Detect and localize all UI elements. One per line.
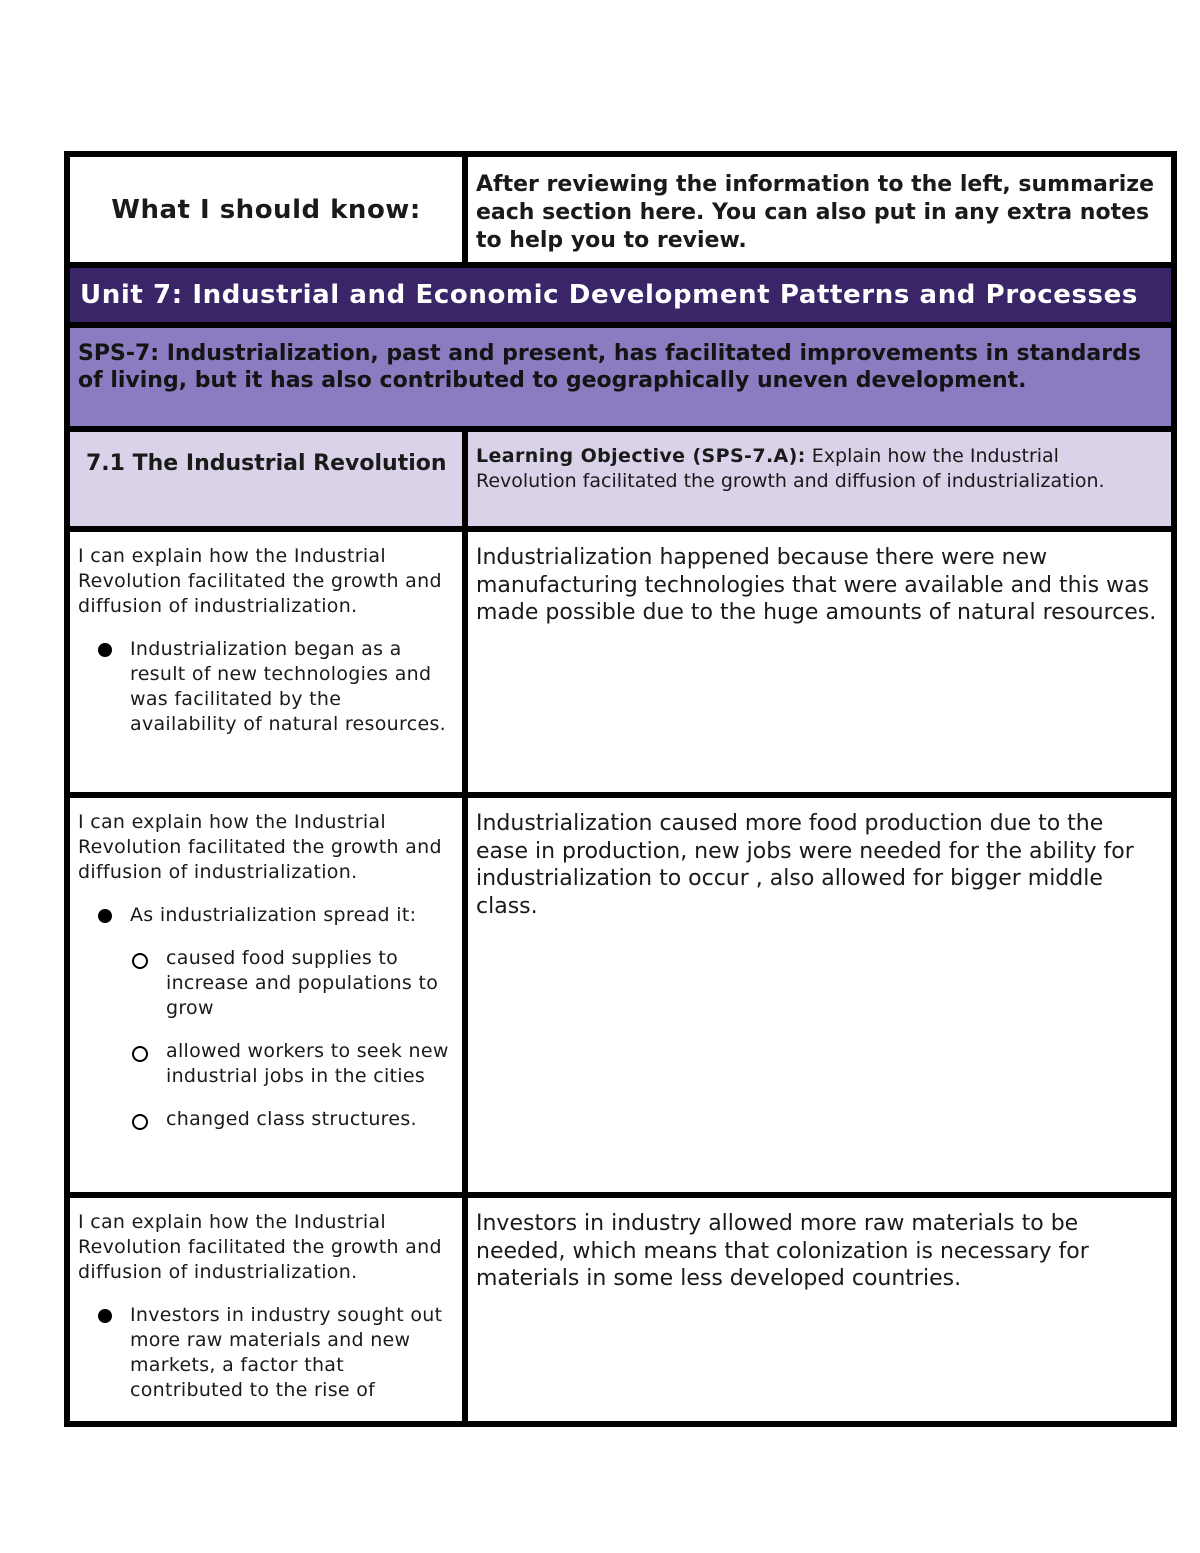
topic-title: 7.1 The Industrial Revolution — [67, 429, 465, 529]
bullet-text: As industrialization spread it: — [130, 904, 417, 926]
i-can-statement: I can explain how the Industrial Revolution facilitated the growth and diffusion of industrialization. — [78, 811, 442, 883]
content-row-2 — [67, 795, 1174, 1195]
know-cell-1 — [67, 529, 465, 795]
sub-bullet-text: caused food supplies to increase and populations to grow — [166, 947, 439, 1019]
bullet-list — [78, 637, 450, 737]
list-item — [78, 1303, 450, 1403]
sub-bullet-text: allowed workers to seek new industrial jobs in the cities — [166, 1040, 449, 1087]
learning-objective — [465, 429, 1174, 529]
header-row — [67, 154, 1174, 265]
bullet-dot-icon — [98, 1309, 112, 1323]
unit-banner-row — [67, 265, 1174, 325]
list-item — [78, 903, 450, 1132]
summary-cell-3[interactable]: Investors in industry allowed more raw materials to be needed, which means that colonization is necessary for materials in some less developed countries. — [465, 1195, 1174, 1424]
summary-cell-2[interactable]: Industrialization caused more food production due to the ease in production, new jobs were needed for the ability for industrialization to occur , also allowed for bigger middle class. — [465, 795, 1174, 1195]
sub-bullet-list — [130, 946, 450, 1132]
bullet-list — [78, 903, 450, 1132]
bullet-text: Investors in industry sought out more raw materials and new markets, a factor that contributed to the rise of — [130, 1304, 443, 1401]
sps-statement: SPS-7: Industrialization, past and present, has facilitated improvements in standards of living, but it has also contributed to geographically uneven development. — [67, 325, 1174, 429]
bullet-dot-icon — [98, 643, 112, 657]
summary-instructions: After reviewing the information to the left, summarize each section here. You can also put in any extra notes to help you to review. — [465, 154, 1174, 265]
list-item — [78, 637, 450, 737]
summary-cell-1[interactable]: Industrialization happened because there were new manufacturing technologies that were available and this was made possible due to the huge amounts of natural resources. — [465, 529, 1174, 795]
bullet-circle-icon — [132, 1114, 148, 1130]
sub-bullet-text: changed class structures. — [166, 1108, 417, 1130]
content-row-1 — [67, 529, 1174, 795]
bullet-dot-icon — [98, 909, 112, 923]
know-cell-3 — [67, 1195, 465, 1424]
list-item — [130, 1039, 450, 1089]
bullet-list — [78, 1303, 450, 1403]
bullet-text: Industrialization began as a result of new technologies and was facilitated by the availability of natural resources. — [130, 638, 446, 735]
learning-objective-label: Learning Objective (SPS-7.A): — [476, 445, 806, 467]
sps-banner-row — [67, 325, 1174, 429]
i-can-statement: I can explain how the Industrial Revolution facilitated the growth and diffusion of industrialization. — [78, 1211, 442, 1283]
i-can-statement: I can explain how the Industrial Revolution facilitated the growth and diffusion of industrialization. — [78, 545, 442, 617]
content-row-3 — [67, 1195, 1174, 1424]
bullet-circle-icon — [132, 953, 148, 969]
study-guide-table — [64, 151, 1177, 1427]
what-i-should-know-heading: What I should know: — [67, 154, 465, 265]
learning-objective-text: Explain how the Industrial Revolution facilitated the growth and diffusion of industrialization. — [476, 445, 1105, 492]
bullet-circle-icon — [132, 1046, 148, 1062]
topic-row — [67, 429, 1174, 529]
list-item — [130, 946, 450, 1021]
unit-title: Unit 7: Industrial and Economic Development Patterns and Processes — [67, 265, 1174, 325]
know-cell-2 — [67, 795, 465, 1195]
list-item — [130, 1107, 450, 1132]
